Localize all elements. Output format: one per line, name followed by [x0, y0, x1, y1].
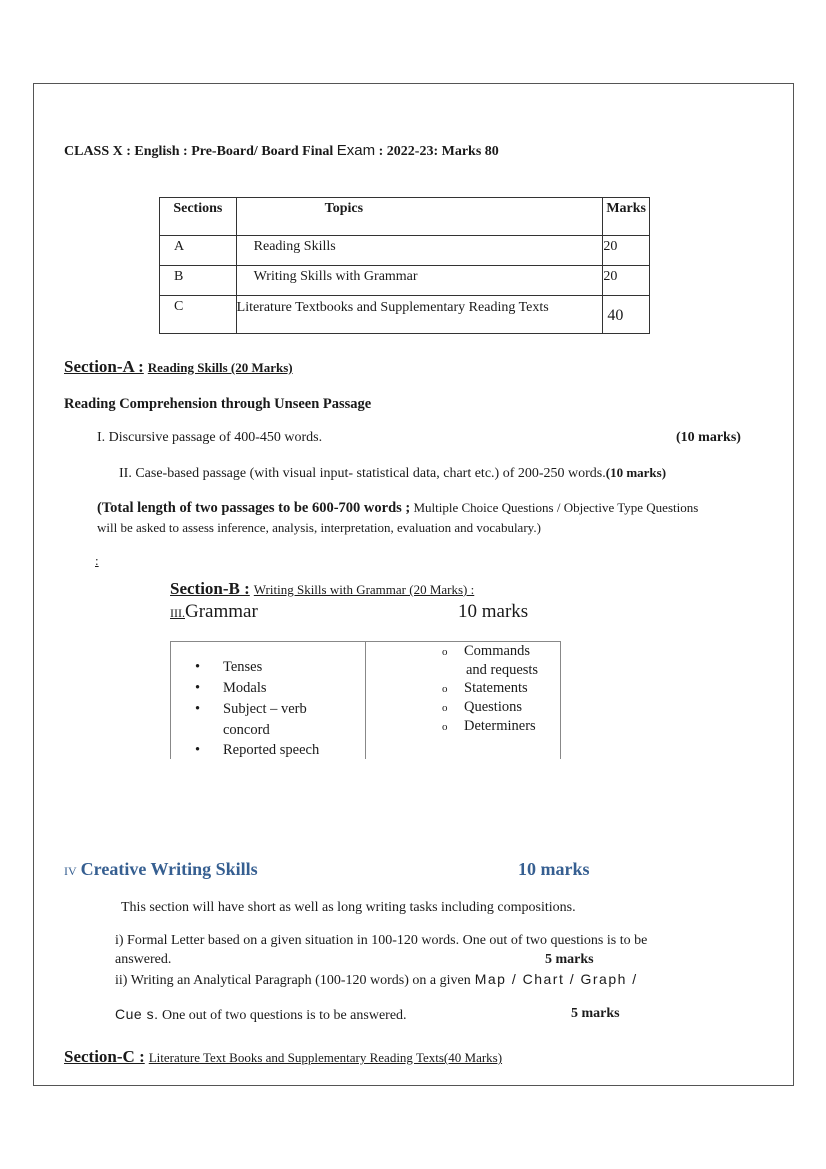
passage-item-1-marks: (10 marks): [676, 430, 741, 445]
section-c-heading: Section-C :: [64, 1047, 145, 1066]
grammar-right-item: o Commands: [442, 643, 531, 659]
grammar-left-item: • Reported speech: [195, 742, 320, 758]
comprehension-title: Reading Comprehension through Unseen Passage: [64, 396, 372, 412]
grammar-right-item: o Questions: [442, 699, 522, 715]
passage-item-2: II. Case-based passage (with visual input- statistical data, chart etc.) of 200-250 words.: [119, 466, 606, 481]
cell-marks: 20: [603, 266, 650, 296]
grammar-right-item: o Determiners: [442, 718, 536, 734]
section-b-heading: Section-B :: [170, 579, 250, 598]
table-header-row: [160, 198, 650, 236]
grammar-left-item: • Tenses: [195, 659, 263, 675]
passage-note-line-2: will be asked to assess inference, analysis, interpretation, evaluation and vocabulary.): [97, 520, 541, 535]
creative-writing-title-line: [64, 859, 258, 880]
grammar-title: Grammar: [185, 601, 258, 622]
creative-item-2-marks: 5 marks: [571, 1006, 620, 1021]
marks-summary-table: [159, 197, 650, 334]
table-row: [160, 296, 650, 334]
cell-marks: 20: [603, 236, 650, 266]
grammar-left-item: • Subject – verb: [195, 701, 307, 717]
col-header-marks: Marks: [603, 198, 650, 236]
col-header-topics: Topics: [236, 198, 603, 236]
cell-section: B: [160, 266, 237, 296]
cell-marks: 40: [603, 296, 650, 334]
stray-mark: :: [95, 553, 99, 568]
creative-item-1-marks: 5 marks: [545, 952, 594, 967]
passage-note-bold: (Total length of two passages to be 600-700 words ;: [97, 500, 411, 516]
table-row: [160, 266, 650, 296]
cell-topic: Reading Skills: [236, 236, 603, 266]
col-header-sections: Sections: [160, 198, 237, 236]
table-row: [160, 236, 650, 266]
cell-section: A: [160, 236, 237, 266]
grammar-left-item-cont: concord: [223, 722, 270, 738]
passage-note-line-1: [97, 499, 698, 517]
grammar-marks: 10 marks: [458, 601, 529, 622]
cell-section: C: [160, 296, 237, 334]
cell-topic: Literature Textbooks and Supplementary Reading Texts: [236, 296, 603, 334]
section-b-subheading: Writing Skills with Grammar (20 Marks) :: [253, 582, 475, 597]
creative-writing-title: Creative Writing Skills: [80, 859, 258, 879]
grammar-right-item: o Statements: [442, 680, 528, 696]
grammar-right-item-cont: and requests: [466, 662, 539, 678]
creative-item-2-line-1: ii) Writing an Analytical Paragraph (100-120 words) on a given Map / Chart / Graph /: [115, 971, 638, 988]
section-a-heading: Section-A :: [64, 357, 144, 376]
section-a-subheading: Reading Skills (20 Marks): [147, 360, 293, 375]
creative-item-1-line-1: i) Formal Letter based on a given situation in 100-120 words. One out of two questions is to be: [115, 933, 648, 948]
passage-item-1: I. Discursive passage of 400-450 words.: [97, 430, 323, 445]
grammar-left-item: • Modals: [195, 680, 267, 696]
section-a-heading-line: [64, 357, 293, 377]
section-c-heading-line: [64, 1047, 502, 1067]
grammar-title-line: [170, 601, 258, 623]
section-b-heading-line: [170, 579, 474, 599]
creative-intro: This section will have short as well as long writing tasks including compositions.: [121, 900, 576, 915]
creative-item-2-line-2: Cue s. One out of two questions is to be answered.: [115, 1006, 407, 1023]
document-title: CLASS X : English : Pre-Board/ Board Final Exam : 2022-23: Marks 80: [64, 142, 499, 159]
grammar-box-divider: [365, 641, 366, 759]
passage-item-2-marks: (10 marks): [605, 465, 667, 480]
grammar-roman: III.: [170, 606, 185, 620]
passage-note-rest: Multiple Choice Questions / Objective Type Questions: [410, 500, 699, 515]
cell-topic: Writing Skills with Grammar: [236, 266, 603, 296]
creative-item-1-line-2: answered.: [115, 952, 172, 967]
creative-writing-roman: IV: [64, 864, 77, 878]
creative-writing-marks: 10 marks: [518, 859, 590, 879]
section-c-subheading: Literature Text Books and Supplementary Reading Texts(40 Marks): [148, 1050, 503, 1065]
passage-item-2-line: [119, 464, 666, 482]
